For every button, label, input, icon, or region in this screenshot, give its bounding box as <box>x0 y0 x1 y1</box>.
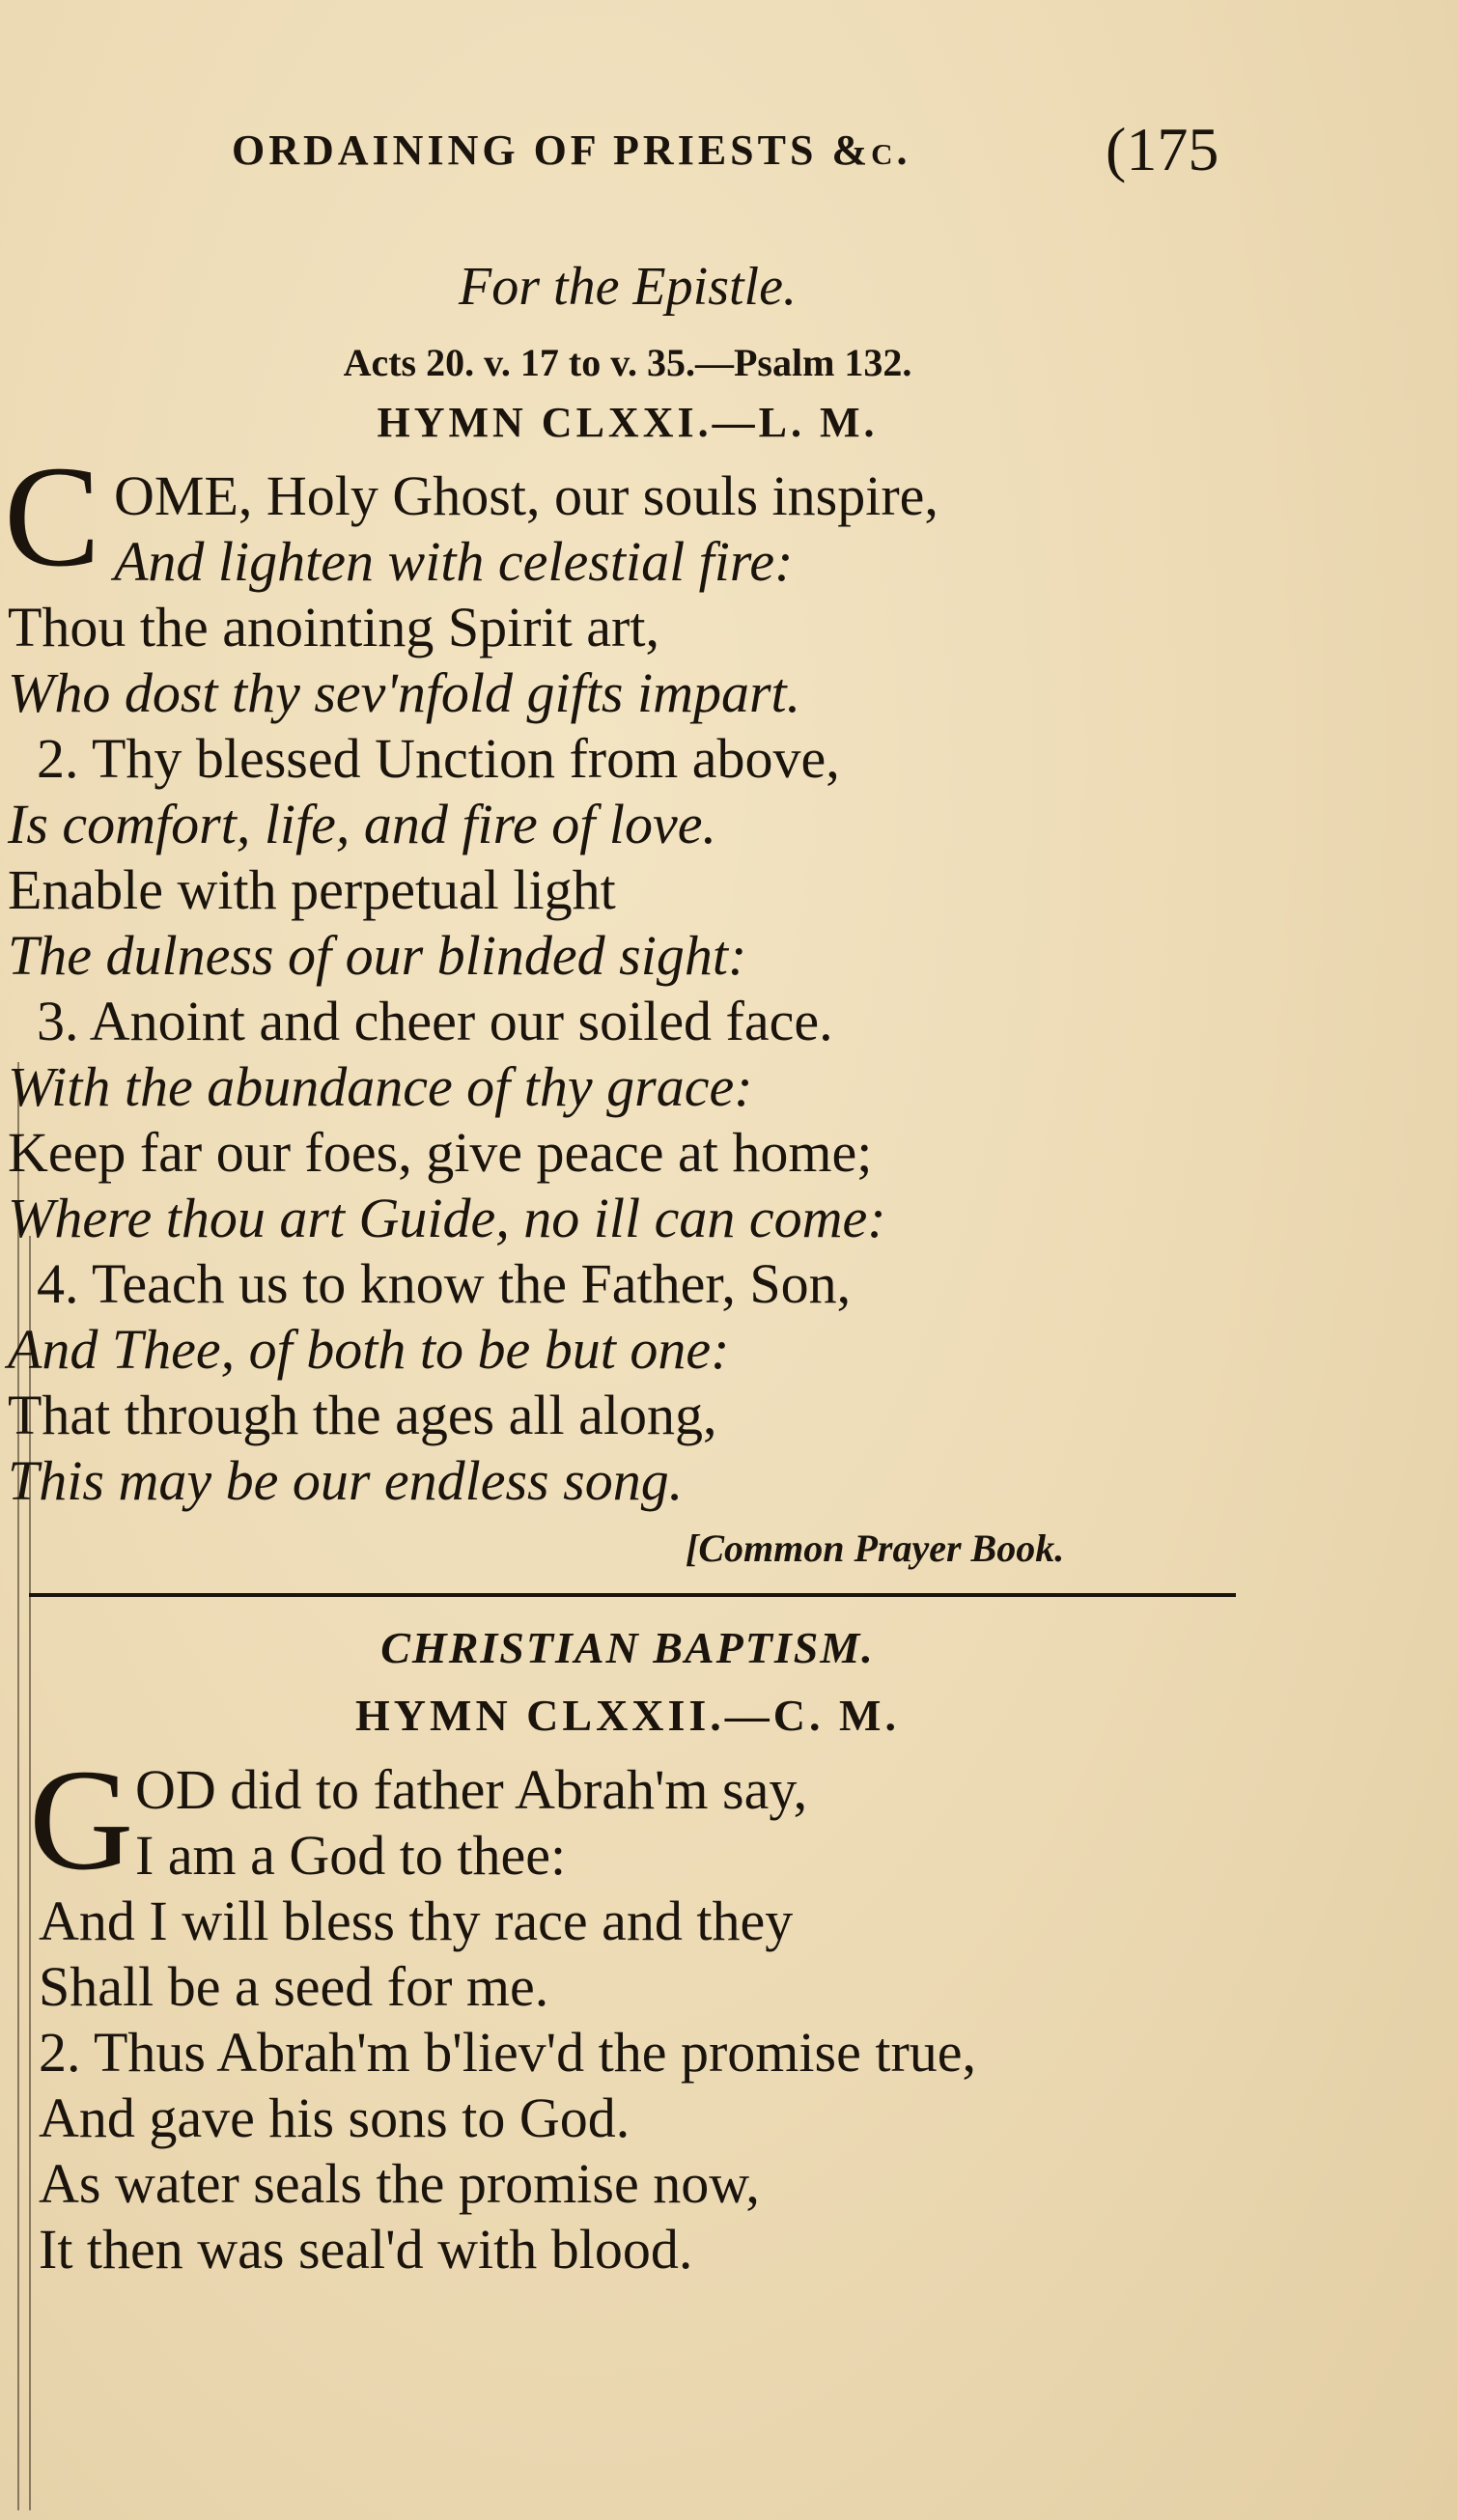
hymn-heading-172: HYMN CLXXII.—C. M. <box>355 1691 900 1740</box>
verse-line: 3. Anoint and cheer our soiled face. <box>37 990 833 1052</box>
verse-line: With the abundance of thy grace: <box>8 1055 753 1118</box>
verse-line: Shall be a seed for me. <box>39 1955 549 2018</box>
verse-line: It then was seal'd with blood. <box>39 2218 693 2281</box>
verse-line: And lighten with celestial fire: <box>114 530 794 593</box>
verse-line: The dulness of our blinded sight: <box>8 924 747 987</box>
verse-line: 2. Thus Abrah'm b'liev'd the promise true, <box>39 2021 977 2084</box>
page-number: (175 <box>1106 115 1219 183</box>
verse-line: This may be our endless song. <box>8 1449 684 1512</box>
verse-line: 4. Teach us to know the Father, Son, <box>37 1252 852 1315</box>
verse-line: Enable with perpetual light <box>8 858 616 921</box>
running-head: ORDAINING OF PRIESTS &c. <box>232 126 911 174</box>
verse-line: I am a God to thee: <box>135 1824 567 1887</box>
verse-line: As water seals the promise now, <box>39 2152 760 2215</box>
verse-line: And Thee, of both to be but one: <box>8 1318 730 1381</box>
verse-line: And gave his sons to God. <box>39 2086 630 2149</box>
verse-line: 2. Thy blessed Unction from above, <box>37 727 840 790</box>
verse-line: And I will bless thy race and they <box>39 1890 794 1952</box>
verse-line: That through the ages all along, <box>8 1384 717 1446</box>
drop-cap: C <box>4 436 101 597</box>
verse-line: OD did to father Abrah'm say, <box>135 1758 808 1821</box>
scripture-reference: Acts 20. v. 17 to v. 35.—Psalm 132. <box>343 341 912 384</box>
verse-line: Where thou art Guide, no ill can come: <box>8 1187 886 1249</box>
hymn-heading: HYMN CLXXI.—L. M. <box>377 399 879 446</box>
verse-line: OME, Holy Ghost, our souls inspire, <box>114 464 939 527</box>
verse-line: Thou the anointing Spirit art, <box>8 596 659 658</box>
verse-line: Keep far our foes, give peace at home; <box>8 1121 873 1184</box>
drop-cap: G <box>29 1740 134 1900</box>
section-title-baptism: CHRISTIAN BAPTISM. <box>380 1623 875 1672</box>
binding-edge-line <box>17 1062 19 2510</box>
section-divider-rule <box>29 1593 1236 1597</box>
verse-line: Who dost thy sev'nfold gifts impart. <box>8 661 801 724</box>
section-title: For the Epistle. <box>459 257 797 317</box>
verse-line: Is comfort, life, and fire of love. <box>8 793 717 855</box>
attribution: [Common Prayer Book. <box>686 1526 1065 1570</box>
